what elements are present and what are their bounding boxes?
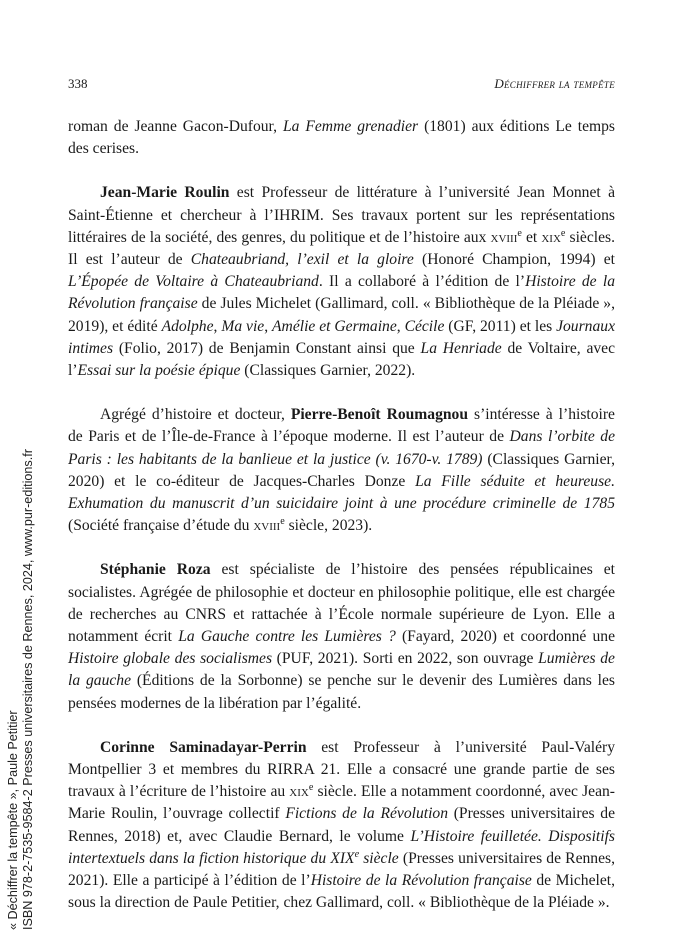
text: est Professeur à l’université Paul-Valéry Montpellier 3 et membres du RIRRA 21. Elle a consacré une grande partie de ses travaux à l’écriture de l’histoire au xyxy=(68,738,615,801)
book-title: Essai sur la poésie épique xyxy=(77,362,241,380)
paragraph-continuation xyxy=(68,116,615,160)
century: xviii xyxy=(490,228,518,246)
text: (Classiques Garnier, 2020) et le co-éditeur de Jacques-Charles Donze xyxy=(68,450,615,490)
text: (Société française d’étude du xyxy=(68,517,254,535)
century: XIX xyxy=(330,849,355,867)
book-title: Histoire globale des socialismes xyxy=(68,650,273,668)
bio-paragraph-roza xyxy=(68,559,615,714)
book-title: Journaux intimes xyxy=(68,317,615,357)
book-title: La Femme grenadier xyxy=(282,118,419,135)
text: de Jules Michelet (Gallimard, coll. « Bibliothèque de la Pléiade », 2019), et édité xyxy=(68,295,615,335)
text: , xyxy=(264,317,273,335)
bio-paragraph-roulin xyxy=(68,182,615,382)
book-title: La Fille séduite et heureuse. Exhumation du manuscrit d’un suicidaire joint à une procédure criminelle de 1785 xyxy=(68,472,615,513)
book-title: L’Épopée de Voltaire à Chateaubriand xyxy=(68,273,319,291)
text: . Il a collaboré à l’édition de l’ xyxy=(318,273,526,291)
main-text xyxy=(68,116,615,937)
bio-paragraph-roumagnou xyxy=(68,404,615,537)
book-title: Ma vie xyxy=(221,317,265,335)
text: (Folio, 2017) de Benjamin Constant ainsi que xyxy=(113,339,421,357)
text: est spécialiste de l’histoire des pensées républicaines et socialistes. Agrégée de philosophie et docteur en philosophie politique, elle est chargée de recherches au CNRS et rattachée à l’École normale supérieure de Lyon. Elle a notamment écrit xyxy=(68,561,615,646)
book-title: Lumières de la gauche xyxy=(68,650,615,690)
text: siècles. Il est l’auteur de xyxy=(68,228,615,269)
book-title: Dans l’orbite de Paris : les habitants de la banlieue et la justice (v. 1670-v. 1789) xyxy=(68,428,615,468)
text: (PUF, 2021). Sorti en 2022, son ouvrage xyxy=(272,650,539,668)
page-number: 338 xyxy=(68,76,88,91)
author-name: Stéphanie Roza xyxy=(100,561,211,579)
author-name: Corinne Saminadayar-Perrin xyxy=(100,738,307,756)
superscript: e xyxy=(280,516,285,528)
book-title: Fictions de la Révolution xyxy=(285,805,449,823)
text: s’intéresse à l’histoire de Paris et de l’Île-de-France à l’époque moderne. Il est l’auteur de xyxy=(68,406,615,446)
superscript: e xyxy=(308,782,314,794)
book-title: Chateaubriand, l’exil et la gloire xyxy=(190,251,414,269)
text: et xyxy=(521,228,542,246)
text: (1801) aux éditions Le temps des cerises. xyxy=(68,118,615,158)
text: de Voltaire, avec l’ xyxy=(68,339,616,380)
running-header xyxy=(68,76,615,92)
side-line-isbn: ISBN 978-2-7535-9584-2 Presses universitaires de Rennes, 2024, www.pur-editions.fr xyxy=(21,449,35,930)
book-title: Histoire de la Révolution française xyxy=(68,273,615,313)
book-title: La Henriade xyxy=(420,339,502,357)
side-watermark xyxy=(6,400,64,930)
text: (Classiques Garnier, 2022). xyxy=(240,362,416,380)
superscript: e xyxy=(354,848,360,860)
book-title: Cécile xyxy=(404,317,445,335)
book-title: Histoire de la Révolution française xyxy=(310,872,532,890)
text: , xyxy=(213,317,222,335)
bio-paragraph-saminadayar-perrin xyxy=(68,737,615,915)
century: xix xyxy=(289,783,309,801)
text: L’Histoire feuilletée. Dispositifs intertextuels dans la fiction historique du xyxy=(68,827,615,867)
text: (Presses universitaires de Rennes, 2018) et, avec Claudie Bernard, le volume xyxy=(68,805,616,845)
text: siècle xyxy=(359,849,399,867)
text: est Professeur de littérature à l’université Jean Monnet à Saint-Étienne et chercheur à l’IHRIM. Ses travaux portent sur les représentations littéraires de la société, des genres, du politique et de l’histoire aux xyxy=(68,184,615,246)
text: (Fayard, 2020) et coordonné une xyxy=(395,628,615,646)
author-name: Jean-Marie Roulin xyxy=(100,184,230,202)
superscript: e xyxy=(560,227,566,239)
side-line-title: « Déchiffrer la tempête », Paule Petitier xyxy=(6,710,20,930)
running-title: Déchiffrer la tempête xyxy=(494,76,615,91)
text: (GF, 2011) et les xyxy=(444,317,557,335)
author-name: Pierre-Benoît Roumagnou xyxy=(290,406,469,424)
text: de Michelet, sous la direction de Paule Petitier, chez Gallimard, coll. « Bibliothèque de la Pléiade ». xyxy=(68,872,615,912)
book-title: Adolphe xyxy=(161,317,214,335)
text: , xyxy=(396,317,405,335)
century: xix xyxy=(541,228,561,246)
text: (Éditions de la Sorbonne) se penche sur le devenir des Lumières dans les pensées modernes de la libération par l’égalité. xyxy=(68,672,615,712)
century: xviii xyxy=(253,517,281,535)
side-watermark-text xyxy=(6,400,64,930)
text: roman de Jeanne Gacon-Dufour, xyxy=(68,118,283,135)
text: Agrégé d’histoire et docteur, xyxy=(100,406,291,424)
text: siècle. Elle a notamment coordonné, avec Jean-Marie Roulin, l’ouvrage collectif xyxy=(68,783,615,823)
text: (Honoré Champion, 1994) et xyxy=(413,251,616,269)
superscript: e xyxy=(517,227,522,239)
book-title: La Gauche contre les Lumières ? xyxy=(178,628,396,646)
text: (Presses universitaires de Rennes, 2021). Elle a participé à l’édition de l’ xyxy=(68,849,615,890)
book-title: Amélie et Germaine xyxy=(272,317,397,335)
text: siècle, 2023). xyxy=(284,517,373,535)
